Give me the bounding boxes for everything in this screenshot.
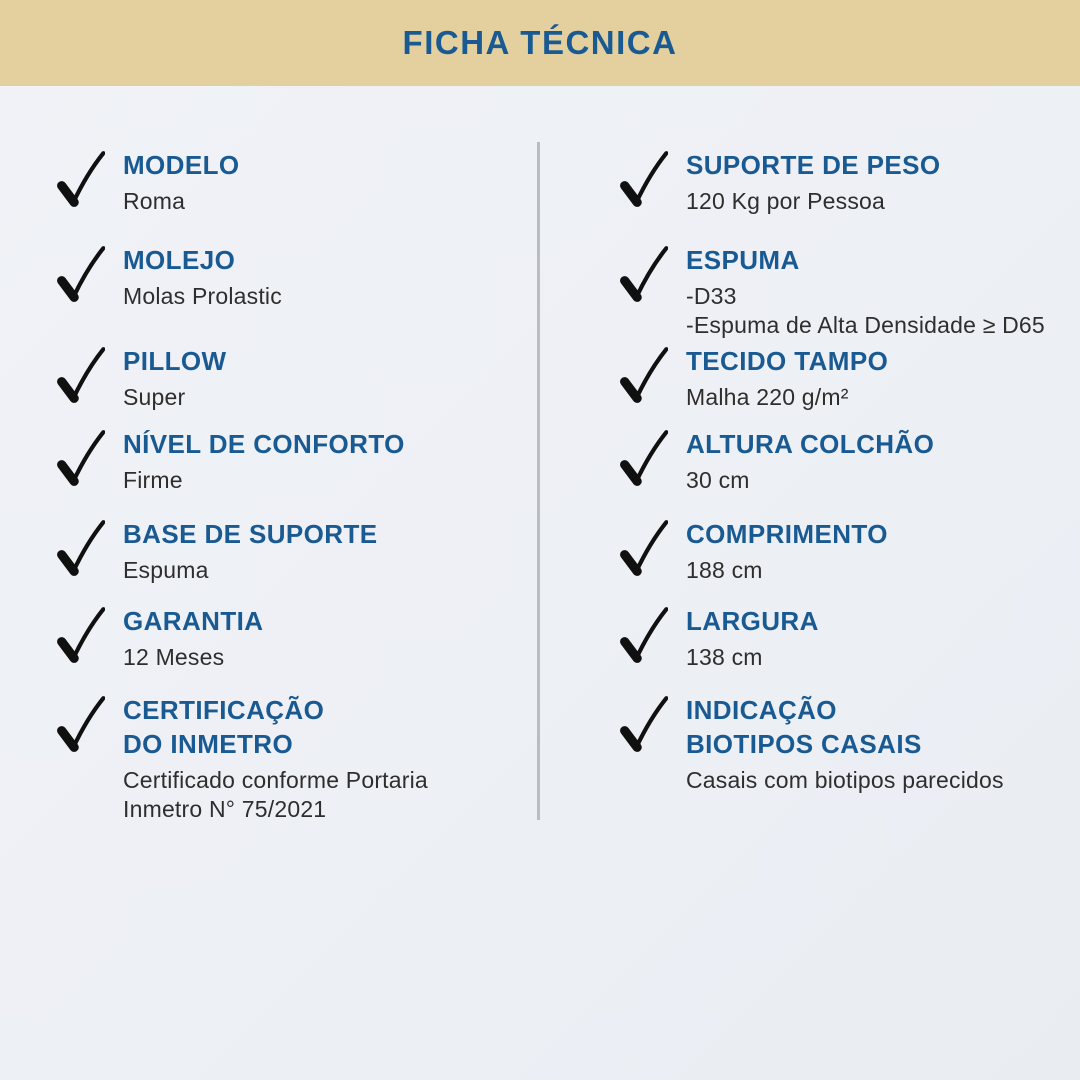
spec-label-line: LARGURA — [686, 606, 819, 636]
spec-value — [686, 556, 888, 585]
spec-label-line: BIOTIPOS CASAIS — [686, 729, 922, 759]
column-divider — [537, 142, 540, 820]
checkmark-icon — [55, 346, 105, 404]
spec-value — [123, 187, 240, 216]
spec-value — [123, 282, 282, 311]
checkmark-icon — [55, 695, 105, 753]
spec-label-line: GARANTIA — [123, 606, 264, 636]
spec-value-line: Casais com biotipos parecidos — [686, 767, 1004, 793]
spec-label — [686, 344, 888, 378]
spec-label — [123, 427, 405, 461]
spec-label-line: SUPORTE DE PESO — [686, 150, 941, 180]
spec-label-line: COMPRIMENTO — [686, 519, 888, 549]
spec-value — [123, 766, 428, 824]
spec-value-line: 120 Kg por Pessoa — [686, 188, 886, 214]
spec-value-line: Inmetro N° 75/2021 — [123, 796, 327, 822]
spec-item — [618, 427, 934, 495]
checkmark-icon — [55, 150, 105, 208]
spec-item — [55, 604, 263, 672]
spec-column-left — [55, 0, 525, 1080]
spec-column-right — [618, 0, 1080, 1080]
spec-value-line: Certificado conforme Portaria — [123, 767, 428, 793]
spec-item — [55, 693, 428, 824]
spec-label — [686, 517, 888, 551]
spec-value-line: Roma — [123, 188, 186, 214]
spec-item — [55, 243, 282, 311]
spec-label — [686, 693, 1004, 761]
spec-item — [618, 517, 888, 585]
checkmark-icon — [55, 245, 105, 303]
spec-label-line: ALTURA COLCHÃO — [686, 429, 935, 459]
spec-label-line: INDICAÇÃO — [686, 695, 837, 725]
spec-value-line: 30 cm — [686, 467, 750, 493]
spec-label-line: MODELO — [123, 150, 240, 180]
checkmark-icon — [55, 606, 105, 664]
spec-text — [123, 604, 263, 672]
checkmark-icon — [55, 519, 105, 577]
spec-value — [686, 383, 888, 412]
spec-text — [123, 693, 428, 824]
spec-value-line: 12 Meses — [123, 644, 225, 670]
spec-item — [618, 604, 819, 672]
spec-value — [123, 643, 263, 672]
page-title: FICHA TÉCNICA — [402, 24, 678, 61]
spec-label — [686, 427, 934, 461]
checkmark-icon — [618, 695, 668, 753]
spec-label — [686, 148, 941, 182]
spec-value-line: 138 cm — [686, 644, 763, 670]
spec-label — [123, 344, 227, 378]
spec-text — [123, 517, 378, 585]
spec-label — [123, 243, 282, 277]
spec-label-line: NÍVEL DE CONFORTO — [123, 429, 405, 459]
spec-text — [686, 604, 819, 672]
spec-item — [618, 148, 941, 216]
spec-label — [686, 604, 819, 638]
spec-value — [123, 383, 227, 412]
spec-text — [686, 243, 1045, 340]
spec-text — [686, 148, 941, 216]
spec-text — [123, 243, 282, 311]
checkmark-icon — [618, 519, 668, 577]
spec-value-line: -D33 — [686, 283, 737, 309]
spec-value — [123, 466, 405, 495]
checkmark-icon — [618, 150, 668, 208]
spec-value — [686, 282, 1045, 340]
spec-value — [686, 766, 1004, 795]
spec-value-line: Malha 220 g/m² — [686, 384, 849, 410]
spec-label — [686, 243, 1045, 277]
spec-label-line: CERTIFICAÇÃO — [123, 695, 325, 725]
spec-label-line: ESPUMA — [686, 245, 800, 275]
spec-item — [55, 344, 227, 412]
checkmark-icon — [618, 429, 668, 487]
spec-text — [123, 148, 240, 216]
spec-value-line: -Espuma de Alta Densidade ≥ D65 — [686, 312, 1045, 338]
spec-label-line: DO INMETRO — [123, 729, 294, 759]
spec-label — [123, 517, 378, 551]
spec-label-line: PILLOW — [123, 346, 227, 376]
spec-label-line: BASE DE SUPORTE — [123, 519, 378, 549]
spec-item — [55, 148, 240, 216]
spec-label-line: TECIDO TAMPO — [686, 346, 889, 376]
spec-value-line: 188 cm — [686, 557, 763, 583]
spec-item — [55, 427, 405, 495]
spec-text — [686, 344, 888, 412]
checkmark-icon — [618, 245, 668, 303]
spec-value — [686, 643, 819, 672]
spec-text — [686, 427, 934, 495]
spec-text — [123, 427, 405, 495]
spec-item — [618, 344, 888, 412]
spec-item — [55, 517, 378, 585]
spec-label-line: MOLEJO — [123, 245, 236, 275]
spec-item — [618, 243, 1045, 340]
spec-value — [123, 556, 378, 585]
spec-text — [123, 344, 227, 412]
spec-value-line: Super — [123, 384, 186, 410]
spec-value-line: Molas Prolastic — [123, 283, 282, 309]
spec-value-line: Espuma — [123, 557, 209, 583]
spec-text — [686, 693, 1004, 795]
spec-value-line: Firme — [123, 467, 183, 493]
checkmark-icon — [55, 429, 105, 487]
checkmark-icon — [618, 346, 668, 404]
spec-label — [123, 693, 428, 761]
spec-item — [618, 693, 1004, 795]
checkmark-icon — [618, 606, 668, 664]
spec-label — [123, 148, 240, 182]
spec-label — [123, 604, 263, 638]
spec-value — [686, 187, 941, 216]
spec-text — [686, 517, 888, 585]
spec-value — [686, 466, 934, 495]
